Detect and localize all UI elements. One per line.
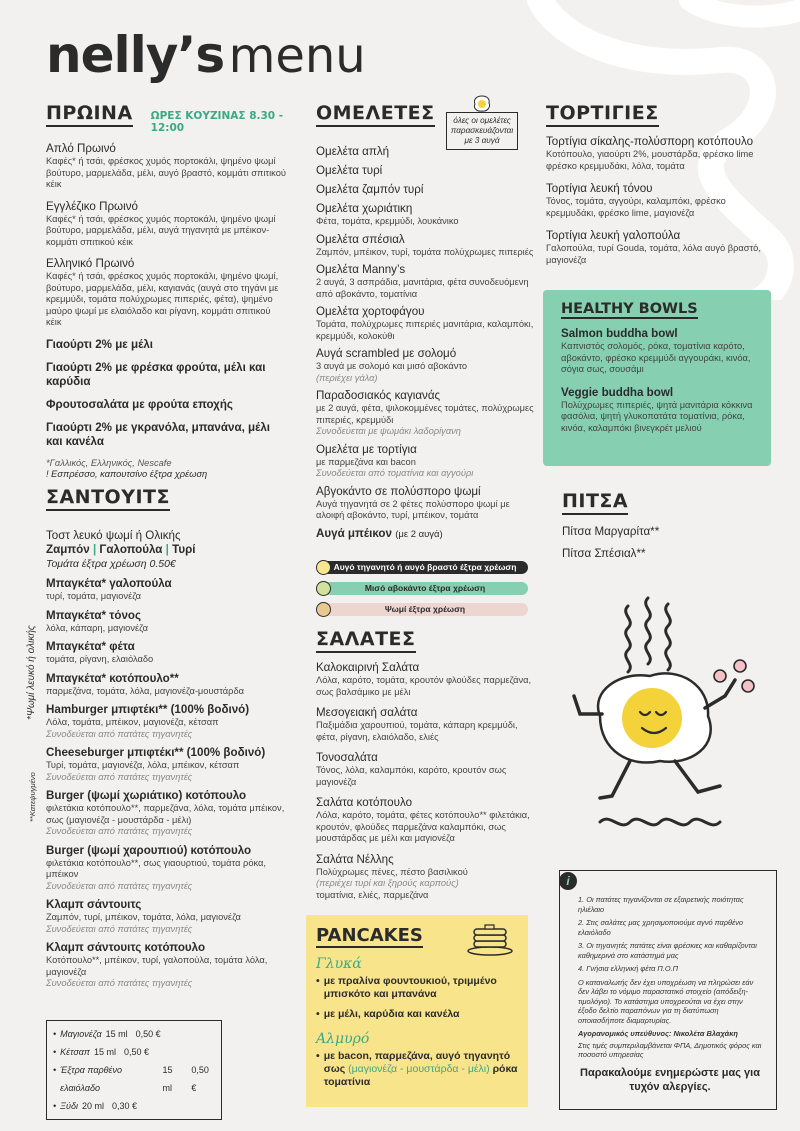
tortillas-title: ΤΟΡΤΙΓΙΕΣ (546, 102, 659, 127)
omelette-item-note: Συνοδεύεται από τοματίνια και αγγούρι (316, 468, 474, 478)
pill-extra-avocado (322, 582, 528, 595)
bread-side-note: *Ψωμί λευκό ή ολικής (26, 625, 37, 720)
sandwich-item-name: Κλαμπ σάντουιτς κοτόπουλο (46, 941, 206, 954)
omelette-item-name: Παραδοσιακός καγιανάς (316, 389, 441, 402)
breakfast-item (46, 361, 286, 389)
extra-price: 0,50 € (135, 1029, 161, 1039)
allergy-note: Παρακαλούμε ενημερώστε μας για τυχόν αλεργίες. (580, 1066, 760, 1093)
tortilla-item (546, 229, 776, 266)
extra-name: Ξύδι (60, 1101, 78, 1111)
tortillas-section (546, 102, 776, 276)
frozen-side-note: **Κατεψυγμένο (28, 772, 37, 822)
sandwich-item-note: Συνοδεύεται από πατάτες τηγανητές (46, 826, 193, 836)
bread-pill-icon (316, 602, 331, 617)
extra-price: 0,50 € (123, 1047, 149, 1057)
extra-name: Έξτρα παρθένο ελαιόλαδο (60, 1065, 122, 1093)
extra-bullet: • (53, 1029, 57, 1039)
pancake-savory-sauce: (μαγιονέζα - μουστάρδα - μέλι) (348, 1063, 490, 1075)
toast-filling: Ζαμπόν (46, 543, 90, 556)
extra-row (53, 1061, 215, 1097)
pill-text: Μισό αβοκάντο έξτρα χρέωση (364, 583, 486, 593)
bacon-eggs-item (316, 527, 536, 542)
egg-pill-icon (316, 560, 331, 575)
pancakes-savory-label: Αλμυρό (316, 1031, 370, 1047)
omelette-item-desc: Τομάτα, πολύχρωμες πιπεριές μανιτάρια, καλαμπόκι, κρεμμύδι, κολοκύθι (316, 319, 534, 341)
extra-qty: 15 ml (105, 1029, 128, 1039)
extras-box (46, 1020, 222, 1120)
breakfast-title: ΠΡΩΙΝΑ (46, 102, 133, 127)
sandwich-item-desc: παρμεζάνα, τομάτα, λόλα, μαγιονέζα-μουστάρδα (46, 685, 245, 696)
extra-bullet: • (53, 1101, 57, 1111)
tortilla-item (546, 182, 776, 219)
salad-item (316, 751, 536, 788)
breakfast-item-name: Απλό Πρωινό (46, 142, 116, 155)
omelette-item (316, 443, 536, 480)
salads-section (316, 628, 536, 909)
info-box (559, 870, 777, 1110)
info-point: 2. Στις σαλάτες μας χρησιμοποιούμε αγνό παρθένο ελαιόλαδο (578, 918, 744, 937)
tortilla-item (546, 135, 776, 172)
breakfast-item-desc: Καφές* ή τσάι, φρέσκος χυμός πορτοκάλι, ψημένο ψωμί βούτυρο, μαρμελάδα, μέλι, αυγά τηγανητά με μπέικον-κομμάτι σπιτικού κέικ (46, 213, 276, 247)
omelette-item-desc: Φέτα, τομάτα, κρεμμύδι, λουκάνικο (316, 216, 459, 226)
bowl-item (561, 327, 757, 376)
omelette-item-desc: με παρμεζάνα και bacon (316, 456, 416, 467)
breakfast-coffee-note: *Γαλλικός, Ελληνικός, Nescafe (46, 457, 172, 468)
breakfast-item-name: Γιαούρτι 2% με γκρανόλα, μπανάνα, μέλι και κανέλα (46, 420, 271, 448)
info-list (578, 895, 762, 1025)
breakfast-item (46, 257, 286, 329)
pill-text: Ψωμί έξτρα χρέωση (384, 604, 466, 614)
extra-qty: 15 ml (162, 1065, 173, 1093)
sandwich-item (46, 789, 286, 838)
info-point: 1. Οι πατάτες τηγανίζονται σε εξαιρετικής ποιότητας ηλιέλαιο (578, 895, 744, 914)
pizza-title: ΠΙΤΣΑ (562, 490, 628, 515)
sandwich-item (46, 672, 286, 698)
sandwich-list (46, 577, 286, 990)
sandwiches-section (46, 486, 286, 996)
omelette-item-desc: με 2 αυγά, φέτα, ψιλοκομμένες τομάτες, πολύχρωμες πιπεριές, κρεμμύδι (316, 403, 534, 425)
sandwich-item (46, 941, 286, 990)
pancakes-box (306, 915, 528, 1107)
omelette-item (316, 263, 536, 300)
breakfast-item (46, 142, 286, 191)
bowl-item-desc: Πολύχρωμες πιπεριές, ψητά μανιτάρια κόκκινα φασόλια, ψητή γλυκοπατάτα τοματίνια, ρόκα, κινόα, καλαμπόκι βινεγκρέτ μελιού (561, 399, 753, 433)
toast-title: Τοστ λευκό ψωμί ή Ολικής (46, 529, 181, 542)
pancake-sweet-text: με πραλίνα φουντουκιού, τριμμένο μπισκότο και μπανάνα (323, 975, 497, 1000)
sandwich-item (46, 640, 286, 666)
bowl-item-name: Veggie buddha bowl (561, 385, 674, 399)
sandwich-item-note: Συνοδεύεται από πατάτες τηγανητές (46, 771, 193, 782)
sandwich-item-name: Μπαγκέτα* φέτα (46, 640, 135, 653)
salad-item-desc: Πολύχρωμες πένες, πέστο βασιλικού (316, 866, 468, 877)
sandwich-item-note: Συνοδεύεται από πατάτες τηγανητές (46, 978, 193, 988)
sandwich-item-name: Μπαγκέτα* κοτόπουλο** (46, 671, 179, 685)
pizza-section (562, 490, 762, 561)
toast-fillings: Ζαμπόν | Γαλοπούλα | Τυρί (46, 543, 196, 556)
sandwich-item-name: Burger (ψωμί χαρουπιού) κοτόπουλο (46, 843, 252, 857)
running-egg-illustration (560, 596, 780, 836)
omelette-item-note: Συνοδεύεται με ψωμάκι λαδορίγανη (316, 426, 461, 436)
extra-price: 0,30 € (111, 1101, 137, 1111)
pancake-savory-item: • με bacon, παρμεζάνα, αυγό τηγανητό σως (μαγιονέζα - μουστάρδα - μέλι) ρόκα τοματίνια (316, 1050, 518, 1088)
toast-filling: Τυρί (172, 543, 196, 556)
omelette-item (316, 233, 536, 259)
sandwich-item-name: Μπαγκέτα* γαλοπούλα (46, 577, 172, 590)
info-responsible: Αγορανομικός υπεύθυνος: Νικολέτα Βλαχάκη (578, 1029, 738, 1038)
info-point: 4. Γνήσια ελληνική φέτα Π.Ο.Π (578, 964, 678, 973)
tortilla-list (546, 135, 776, 266)
bacon-eggs-qty: (με 2 αυγά) (395, 528, 443, 540)
salad-item-note: (περιέχει τυρί και ξηρούς καρπούς) (316, 878, 459, 888)
omelette-item-name: Ομελέτα απλή (316, 145, 390, 158)
breakfast-item (46, 398, 286, 412)
breakfast-item (46, 200, 286, 249)
sandwich-item-desc: Τυρί, τομάτα, μαγιονέζα, λόλα, μπέικον, κέτσαπ (46, 760, 240, 770)
bowl-list (561, 327, 757, 434)
pill-extra-egg (322, 561, 528, 574)
pizza-item: Πίτσα Σπέσιαλ** (562, 547, 646, 560)
salad-item (316, 853, 536, 902)
omelette-item-name: Ομελέτα χωριάτικη (316, 202, 413, 215)
salad-item-desc: Λόλα, καρότο, τομάτα, φέτες κοτόπουλο** φιλετάκια, κρουτόν, φλούδες παρμεζάνα καλαμπόκι, σως μουστάρδας με μέλι και μαγιονέζα (316, 810, 530, 843)
menu-title (46, 26, 366, 84)
omelette-item-desc: 3 αυγά με σολομό και μισό αβοκάντο (316, 361, 468, 371)
brand-bold: nelly’s (46, 26, 225, 84)
sandwich-item-desc: Λόλα, τομάτα, μπέικον, μαγιονέζα, κέτσαπ (46, 717, 219, 727)
sandwich-item-name: Κλαμπ σάντουιτς (46, 898, 142, 911)
omelette-item-name: Αυγά scrambled με σολομό (316, 347, 457, 360)
omelette-note-box (446, 112, 518, 150)
tortilla-item-name: Τορτίγια λευκή τόνου (546, 182, 653, 195)
extra-price: 0,50 € (191, 1065, 209, 1093)
breakfast-item-name: Γιαούρτι 2% με μέλι (46, 337, 154, 351)
extra-qty: 15 ml (93, 1047, 116, 1057)
bowl-item (561, 386, 757, 435)
breakfast-item-name: Ελληνικό Πρωινό (46, 257, 135, 270)
bowl-item-name: Salmon buddha bowl (561, 327, 678, 340)
omelette-item (316, 164, 536, 178)
healthy-bowls-box (543, 290, 771, 466)
pill-text: Αυγό τηγανητό ή αυγό βραστό έξτρα χρέωση (333, 562, 517, 572)
omelettes-section (316, 102, 536, 542)
breakfast-item-name: Φρουτοσαλάτα με φρούτα εποχής (46, 397, 233, 411)
info-point: Ο καταναλωτής δεν έχει υποχρέωση να πληρώσει εάν δεν λάβει το νόμιμο παραστατικό στοιχείο (απόδειξη-τιμολόγιο). Το κατάστημα υποχρεούται να έχει στην έξοδο δελτίο παραπόνων για τη διατύπωση οποιασδήποτε διαμαρτυρίας. (578, 977, 754, 1025)
omelette-item-name: Ομελέτα Manny’s (316, 263, 406, 276)
toast-extra: Τομάτα έξτρα χρέωση 0.50€ (46, 558, 176, 570)
tortilla-item-desc: Τόνος, τομάτα, αγγούρι, καλαμπόκι, φρέσκο κρεμμυδάκι, φρέσκο lime, μαγιονέζα (546, 196, 726, 218)
info-badge: i (559, 872, 577, 890)
extra-bullet: • (53, 1047, 57, 1057)
bacon-eggs-name: Αυγά μπέικον (316, 526, 392, 540)
breakfast-list (46, 142, 286, 449)
breakfast-item-name: Γιαούρτι 2% με φρέσκα φρούτα, μέλι και καρύδια (46, 360, 266, 388)
breakfast-item (46, 421, 286, 449)
bowl-item-desc: Καπνιστός σολομός, ρόκα, τοματίνια καρότο, αβοκάντο, φρέσκο κρεμμύδι αγγουράκι, κινόα, σόγια σως, σουσάμι (561, 341, 751, 374)
sandwich-item-note: Συνοδεύεται από πατάτες τηγανητές (46, 728, 193, 739)
brand-light: menu (228, 28, 366, 84)
sandwich-item-desc: φιλετάκια κοτόπουλο**, σως γιαουρτιού, τομάτα ρόκα, μπέικον (46, 857, 266, 879)
omelette-item (316, 202, 536, 228)
sandwich-item-name: Hamburger μπιφτέκι** (100% βοδινό) (46, 703, 250, 716)
salad-item-name: Σαλάτα Νέλλης (316, 852, 394, 866)
sandwich-item-desc: Ζαμπόν, τυρί, μπέικον, τομάτα, λόλα, μαγιονέζα (46, 912, 241, 922)
salad-item (316, 706, 536, 743)
extra-row (53, 1043, 215, 1061)
sandwich-item-desc: λόλα, κάπαρη, μαγιονέζα (46, 622, 149, 633)
sandwich-item-desc: φιλετάκια κοτόπουλο**, παρμεζάνα, λόλα, τομάτα μπέικον, σως (μαγιονέζα - μουστάρδα - μέλι) (46, 803, 285, 825)
sandwich-item-desc: τυρί, τομάτα, μαγιονέζα (46, 591, 142, 601)
avocado-pill-icon (316, 581, 331, 596)
omelette-item-name: Αβγοκάντο σε πολύσπορο ψωμί (316, 484, 481, 498)
pancakes-title: PANCAKES (316, 925, 423, 946)
tortilla-item-name: Τορτίγια σίκαλης-πολύσπορη κοτόπουλο (546, 135, 754, 148)
sandwich-item (46, 746, 286, 783)
omelette-item-desc: Αυγά τηγανητά σε 2 φέτες πολύσπορο ψωμί με αλοιφή αβοκάντο, τυρί, μπέικον, τομάτα (316, 498, 510, 520)
sandwich-item-name: Burger (ψωμί χωριάτικο) κοτόπουλο (46, 789, 247, 802)
pill-extra-bread (322, 603, 528, 616)
pancake-savory-end: ρόκα τοματίνια (323, 1063, 518, 1088)
extra-bullet: • (53, 1065, 57, 1075)
fried-egg-icon (472, 94, 492, 114)
bowls-title: HEALTHY BOWLS (561, 301, 698, 317)
breakfast-item-desc: Καφές* ή τσάι, φρέσκος χυμός πορτοκάλι, ψημένο ψωμί βούτυρο, μαρμελάδα, μέλι, αυγό βραστό, κομμάτι σπιτικού κέικ (46, 156, 286, 189)
salads-title: ΣΑΛΑΤΕΣ (316, 628, 416, 653)
sandwiches-title: ΣΑΝΤΟΥΙΤΣ (46, 486, 170, 511)
pancakes-sweet-label: Γλυκά (316, 956, 362, 972)
sandwich-item (46, 844, 286, 893)
sandwich-item (46, 609, 286, 635)
salad-item-desc: τοματίνια, ελιές, παρμεζάνα (316, 889, 429, 900)
extra-row (53, 1097, 215, 1115)
toast-filling: Γαλοπούλα (99, 543, 163, 556)
sandwich-item-note: Συνοδεύεται από πατάτες τηγανητές (46, 923, 193, 934)
extra-name: Μαγιονέζα (60, 1029, 102, 1039)
omelette-item (316, 183, 536, 197)
sandwich-item-name: Cheeseburger μπιφτέκι** (100% βοδινό) (46, 746, 266, 759)
breakfast-section (46, 102, 286, 481)
tortilla-item-desc: Γαλοπούλα, τυρί Gouda, τομάτα, λόλα αυγό βραστό, μαγιονέζα (546, 243, 761, 265)
omelette-item (316, 485, 536, 522)
omelette-item-name: Ομελέτα τυρί (316, 164, 383, 177)
salad-item (316, 796, 536, 845)
salad-item-desc: Λόλα, καρότο, τομάτα, κρουτόν φλούδες παρμεζάνα, σως βαλσάμικο με μέλι (316, 675, 532, 697)
sandwich-item (46, 703, 286, 740)
extra-row (53, 1025, 215, 1043)
sandwich-item-name: Μπαγκέτα* τόνος (46, 608, 142, 622)
omelette-item (316, 347, 536, 384)
omelette-item-name: Ομελέτα χορτοφάγου (316, 305, 425, 318)
omelette-item-name: Ομελέτα ζαμπόν τυρί (316, 183, 424, 196)
omelette-item-note: (περιέχει γάλα) (316, 372, 378, 383)
pancake-sweet-text: με μέλι, καρύδια και κανέλα (323, 1008, 460, 1020)
salad-item-name: Τονοσαλάτα (316, 751, 378, 764)
salad-item-name: Σαλάτα κοτόπουλο (316, 796, 413, 809)
omelette-item-desc: 2 αυγά, 3 ασπράδια, μανιτάρια, φέτα συνοδευόμενη από αβοκάντο, τοματίνια (316, 277, 529, 299)
sandwich-item-note: Συνοδεύεται από πατάτες τηγανητές (46, 880, 193, 891)
omelette-item (316, 305, 536, 342)
pancake-sweet-item: • με μέλι, καρύδια και κανέλα (316, 1008, 460, 1020)
breakfast-item (46, 338, 286, 352)
toast-item (46, 529, 286, 571)
info-point: 3. Οι τηγανητές πατάτες είναι φρέσκιες και καθαρίζονται καθημερινά στο κατάστημά μας (578, 941, 757, 960)
omelettes-title: ΟΜΕΛΕΤΕΣ (316, 102, 435, 127)
kitchen-hours: ΩΡΕΣ ΚΟΥΖΙΝΑΣ 8.30 - 12:00 (150, 110, 284, 134)
pancake-sweet-item: • με πραλίνα φουντουκιού, τριμμένο μπισκότο και μπανάνα (316, 975, 518, 1001)
breakfast-item-name: Εγγλέζικο Πρωινό (46, 199, 138, 213)
omelette-note-text: όλες οι ομελέτες παρασκευάζονται με 3 αυγά (450, 116, 514, 145)
tortilla-item-desc: Κοτόπουλο, γιαούρτι 2%, μουστάρδα, φρέσκο lime φρέσκο κρεμμυδάκι, λόλα, τομάτα (546, 149, 754, 171)
omelette-item-name: Ομελέτα με τορτίγια (316, 442, 417, 456)
omelette-item (316, 389, 536, 438)
extra-name: Κέτσαπ (60, 1047, 90, 1057)
sandwich-item (46, 898, 286, 935)
breakfast-espresso-note: ! Εσπρέσσο, καπουτσίνο έξτρα χρέωση (46, 469, 208, 479)
extra-qty: 20 ml (81, 1101, 104, 1111)
salad-item-name: Καλοκαιρινή Σαλάτα (316, 661, 420, 674)
sandwich-item-desc: τομάτα, ρίγανη, ελαιόλαδο (46, 654, 154, 664)
sandwich-item (46, 577, 286, 603)
omelette-item-name: Ομελέτα σπέσιαλ (316, 232, 405, 246)
sandwich-item-desc: Κοτόπουλο**, μπέικον, τυρί, γαλοπούλα, τομάτα λόλα, μαγιονέζα (46, 955, 268, 977)
info-prices-note: Στις τιμές συμπεριλαμβάνεται ΦΠΑ, Δημοτικός φόρος και ποσοστό υπηρεσίας (578, 1040, 762, 1059)
omelette-item-desc: Ζαμπόν, μπέικον, τυρί, τομάτα πολύχρωμες πιπεριές (316, 246, 534, 257)
pancake-stack-icon (466, 921, 514, 957)
salad-item-desc: Παξιμάδια χαρουπιού, τομάτα, κάπαρη κρεμμύδι, φέτα, ρίγανη, ελαιόλαδο, ελιές (316, 720, 518, 742)
breakfast-item-desc: Καφές* ή τσάι, φρέσκος χυμός πορτοκάλι, ψημένο ψωμί, βούτυρο, μαρμελάδα, μέλι, καγιανάς (αυγά στο τηγάνι με κρεμμύδι, τομάτα πολύχρωμες πιπεριές, φέτα), ψημένο μαύρο ψωμί με ελαιόλαδο και ρίγανη, κομμάτι σπιτικού κέικ (46, 271, 279, 327)
pancake-savory-main: με bacon, παρμεζάνα, αυγό τηγανητό σως (323, 1050, 511, 1075)
salad-item-desc: Τόνος, λόλα, καλαμπόκι, καρότο, κρουτόν σως μαγιονέζα (316, 765, 507, 787)
salad-list (316, 661, 536, 901)
tortilla-item-name: Τορτίγια λευκή γαλοπούλα (546, 229, 681, 242)
omelette-list (316, 145, 536, 522)
salad-item-name: Μεσογειακή σαλάτα (316, 706, 418, 719)
pizza-item: Πίτσα Μαργαρίτα** (562, 525, 660, 538)
salad-item (316, 661, 536, 698)
